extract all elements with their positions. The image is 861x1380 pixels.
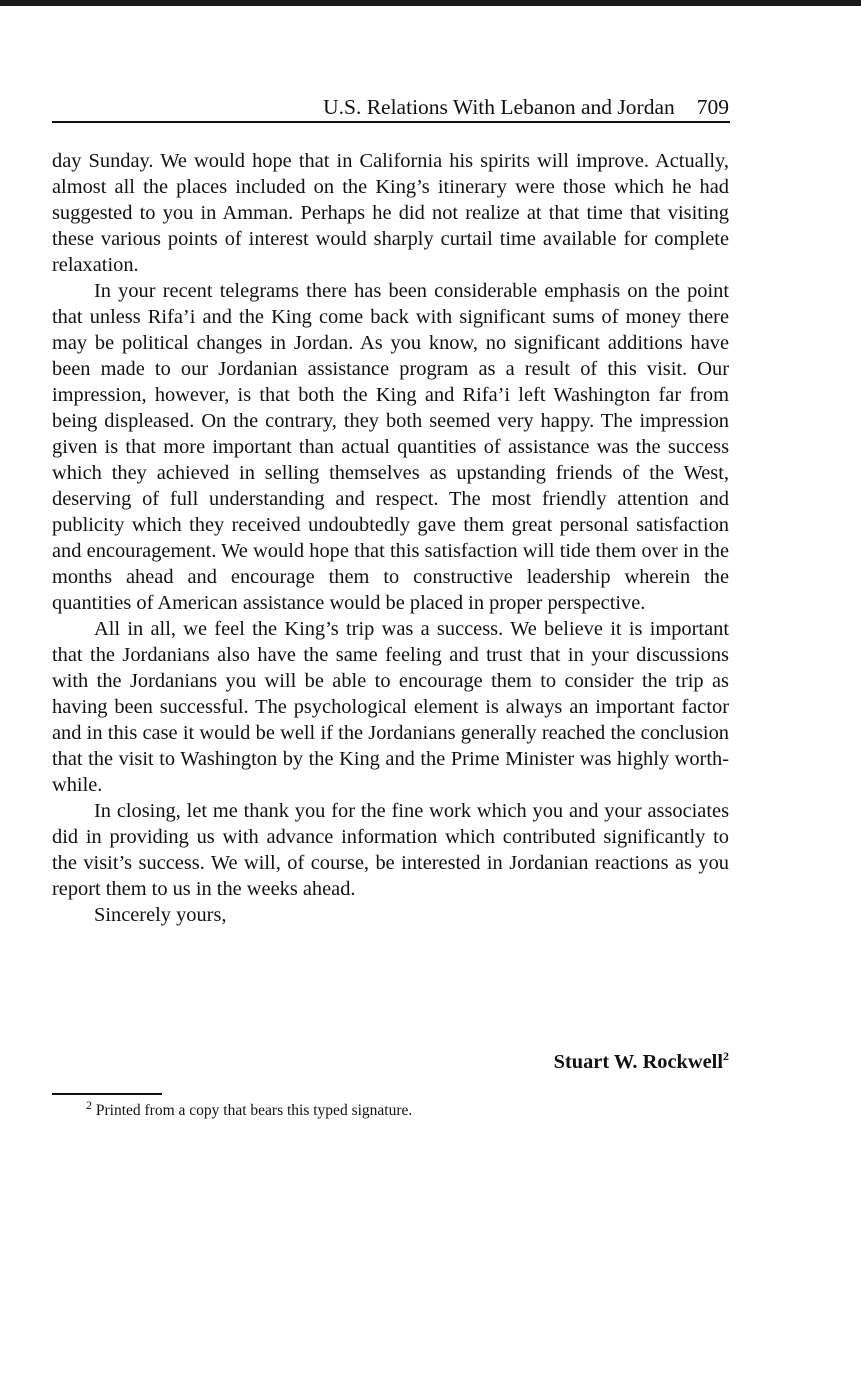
signature-footnote-marker: 2 [723, 1049, 729, 1064]
running-header [52, 92, 729, 122]
top-edge-rule [0, 0, 861, 6]
paragraph-success: All in all, we feel the King’s trip was a success. We believe it is important that the Jordanians also have the same feeling and trust that in your discussions with the Jordanians you will be able to encourage them to consider the trip as having been successful. The psychological element is always an important factor and in this case it would be well if the Jordanians generally reached the conclusion that the visit to Washington by the King and the Prime Minister was highly worthwhile. [52, 618, 729, 796]
footnote-rule [52, 1093, 162, 1095]
running-title: U.S. Relations With Lebanon and Jordan [323, 95, 675, 119]
footnote-marker: 2 [86, 1097, 92, 1112]
paragraph-continued: day Sunday. We would hope that in California his spirits will improve. Actually, almost all the places included on the King’s itinerary were those which he had suggested to you in Amman. Perhaps he did not realize at that time that visiting these various points of interest would sharply curtail time available for complete relaxation. [52, 150, 729, 276]
header-rule [52, 121, 730, 123]
complimentary-close: Sincerely yours, [94, 904, 227, 926]
page-number: 709 [696, 95, 729, 119]
footnote-text: Printed from a copy that bears this typed signature. [95, 1102, 413, 1119]
letter-body [52, 148, 729, 928]
signatory-name: Stuart W. Rockwell [553, 1051, 723, 1073]
paragraph-closing-thanks: In closing, let me thank you for the fine work which you and your associates did in providing us with advance information which contributed significantly to the visit’s success. We will, of course, be interested in Jordanian reactions as you report them to us in the weeks ahead. [52, 800, 729, 900]
paragraph-telegrams: In your recent telegrams there has been considerable emphasis on the point that unless Rifa’i and the King come back with significant sums of money there may be political changes in Jordan. As you know, no significant additions have been made to our Jordanian assistance program as a result of this visit. Our impression, however, is that both the King and Rifa’i left Washington far from being displeased. On the contrary, they both seemed very happy. The impression given is that more important than actual quantities of assistance was the success which they achieved in selling themselves as upstanding friends of the West, deserving of full understanding and respect. The most friendly attention and publicity which they received undoubtedly gave them great personal satisfaction and encouragement. We would hope that this satisfaction will tide them over in the months ahead and encourage them to constructive leadership wherein the quantities of American assistance would be placed in proper perspective. [52, 280, 729, 614]
signature-line [52, 1048, 729, 1076]
footnote [86, 1097, 726, 1122]
